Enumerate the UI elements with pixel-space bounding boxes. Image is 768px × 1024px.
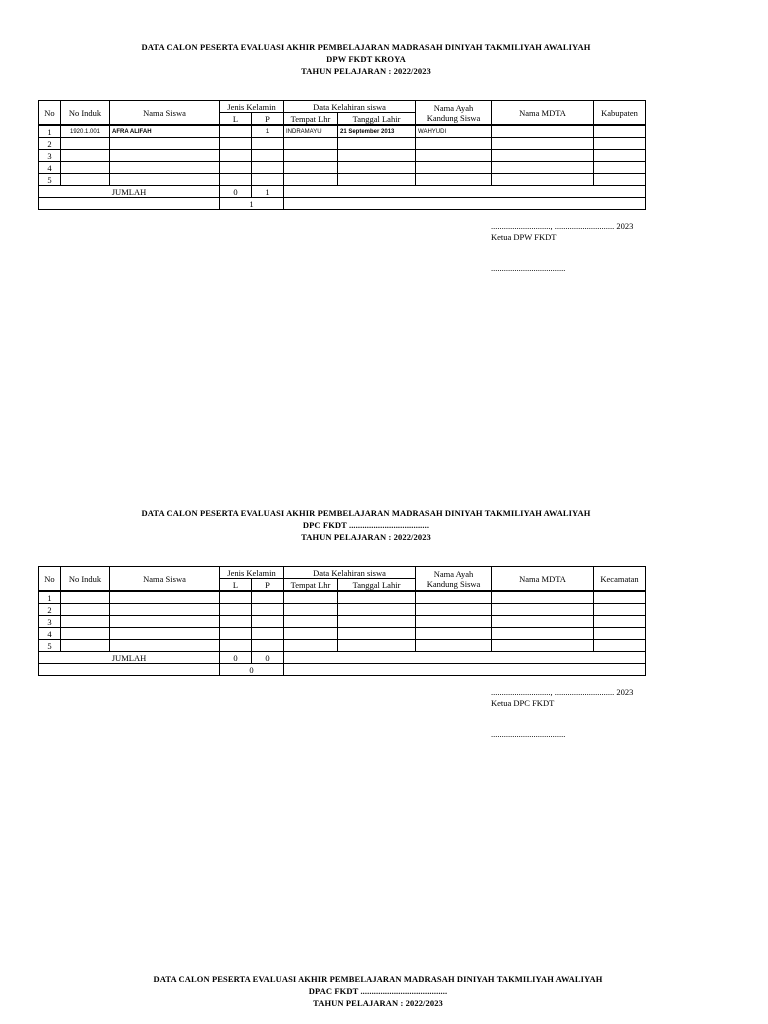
- heading-subtitle: DPC FKDT ....................................: [302, 520, 430, 530]
- section-dpac: [0, 973, 768, 1009]
- col-header-p: P: [252, 579, 284, 592]
- heading-subtitle: DPW FKDT KROYA: [326, 54, 406, 64]
- cell-no: 3: [39, 150, 61, 162]
- col-header-nama-mdta: Nama MDTA: [492, 101, 594, 126]
- cell-no-induk: 1920.1.001: [61, 125, 110, 138]
- jumlah-p: 1: [252, 186, 284, 198]
- col-header-no: No: [39, 101, 61, 126]
- table-row: [39, 640, 646, 652]
- signer-title: Ketua DPC FKDT: [491, 698, 555, 708]
- cell-no: 5: [39, 174, 61, 186]
- date-line: ............................, ............................ 2023: [491, 221, 634, 231]
- cell-no: 2: [39, 604, 61, 616]
- total-row: [39, 198, 646, 210]
- col-header-data-kelahiran: Data Kelahiran siswa: [284, 101, 416, 113]
- total-value: 0: [220, 664, 284, 676]
- cell-kabupaten: [594, 125, 646, 138]
- col-header-nama-mdta: Nama MDTA: [492, 567, 594, 592]
- table-row: [39, 150, 646, 162]
- cell-nama-mdta: [492, 125, 594, 138]
- col-header-tanggal-lahir: Tanggal Lahir: [338, 113, 416, 126]
- jumlah-label: JUMLAH: [39, 186, 220, 198]
- table-row: [39, 174, 646, 186]
- col-header-tempat-lhr: Tempat Lhr: [284, 579, 338, 592]
- heading-title: DATA CALON PESERTA EVALUASI AKHIR PEMBELAJARAN MADRASAH DINIYAH TAKMILIYAH AWALIYAH: [153, 974, 603, 984]
- cell-no: 4: [39, 162, 61, 174]
- table-row: [39, 162, 646, 174]
- cell-nama-ayah: WAHYUDI: [416, 125, 492, 138]
- signature-block-dpw: [491, 221, 633, 274]
- col-header-nama-siswa: Nama Siswa: [110, 567, 220, 592]
- table-row: [39, 591, 646, 604]
- table-row: [39, 604, 646, 616]
- col-header-jenis-kelamin: Jenis Kelamin: [220, 101, 284, 113]
- col-header-l: L: [220, 113, 252, 126]
- jumlah-l: 0: [220, 186, 252, 198]
- col-header-nama-ayah: Nama Ayah Kandung Siswa: [416, 567, 492, 592]
- heading-title: DATA CALON PESERTA EVALUASI AKHIR PEMBELAJARAN MADRASAH DINIYAH TAKMILIYAH AWALIYAH: [141, 508, 591, 518]
- signer-name-line: ...................................: [491, 729, 566, 739]
- col-header-jenis-kelamin: Jenis Kelamin: [220, 567, 284, 579]
- table-row: [39, 628, 646, 640]
- section-dpw: [0, 41, 768, 77]
- signer-name-line: ...................................: [491, 263, 566, 273]
- col-header-no-induk: No Induk: [61, 101, 110, 126]
- cell-nama-siswa: AFRA ALIFAH: [110, 125, 220, 138]
- col-header-tempat-lhr: Tempat Lhr: [284, 113, 338, 126]
- cell-no: 1: [39, 591, 61, 604]
- total-row: [39, 664, 646, 676]
- cell-no: 1: [39, 125, 61, 138]
- col-header-data-kelahiran: Data Kelahiran siswa: [284, 567, 416, 579]
- cell-no: 2: [39, 138, 61, 150]
- heading-block-dpw: [0, 41, 768, 77]
- header-row: [39, 101, 646, 113]
- cell-no: 4: [39, 628, 61, 640]
- col-header-p: P: [252, 113, 284, 126]
- signature-block-dpc: [491, 687, 633, 740]
- table-dpw: [38, 100, 646, 210]
- heading-year: TAHUN PELAJARAN : 2022/2023: [301, 66, 431, 76]
- header-row: [39, 567, 646, 579]
- heading-subtitle: DPAC FKDT .......................................: [308, 986, 448, 996]
- section-dpc: [0, 507, 768, 543]
- jumlah-p: 0: [252, 652, 284, 664]
- cell-p: 1: [252, 125, 284, 138]
- col-header-tanggal-lahir: Tanggal Lahir: [338, 579, 416, 592]
- cell-no: 5: [39, 640, 61, 652]
- col-header-no-induk: No Induk: [61, 567, 110, 592]
- col-header-kecamatan: Kecamatan: [594, 567, 646, 592]
- signer-title: Ketua DPW FKDT: [491, 232, 557, 242]
- heading-title: DATA CALON PESERTA EVALUASI AKHIR PEMBELAJARAN MADRASAH DINIYAH TAKMILIYAH AWALIYAH: [141, 42, 591, 52]
- table-row: [39, 125, 646, 138]
- col-header-nama-ayah: Nama Ayah Kandung Siswa: [416, 101, 492, 126]
- cell-tanggal-lahir: 21 September 2013: [338, 125, 416, 138]
- col-header-nama-siswa: Nama Siswa: [110, 101, 220, 126]
- cell-tempat-lhr: INDRAMAYU: [284, 125, 338, 138]
- table-row: [39, 138, 646, 150]
- cell-no: 3: [39, 616, 61, 628]
- heading-year: TAHUN PELAJARAN : 2022/2023: [313, 998, 443, 1008]
- date-line: ............................, ............................ 2023: [491, 687, 634, 697]
- jumlah-row: [39, 186, 646, 198]
- heading-block-dpac: [0, 973, 768, 1009]
- table-dpc: [38, 566, 646, 676]
- jumlah-row: [39, 652, 646, 664]
- col-header-l: L: [220, 579, 252, 592]
- heading-year: TAHUN PELAJARAN : 2022/2023: [301, 532, 431, 542]
- heading-block-dpc: [0, 507, 768, 543]
- jumlah-l: 0: [220, 652, 252, 664]
- cell-l: [220, 125, 252, 138]
- col-header-kabupaten: Kabupaten: [594, 101, 646, 126]
- col-header-no: No: [39, 567, 61, 592]
- jumlah-label: JUMLAH: [39, 652, 220, 664]
- table-row: [39, 616, 646, 628]
- total-value: 1: [220, 198, 284, 210]
